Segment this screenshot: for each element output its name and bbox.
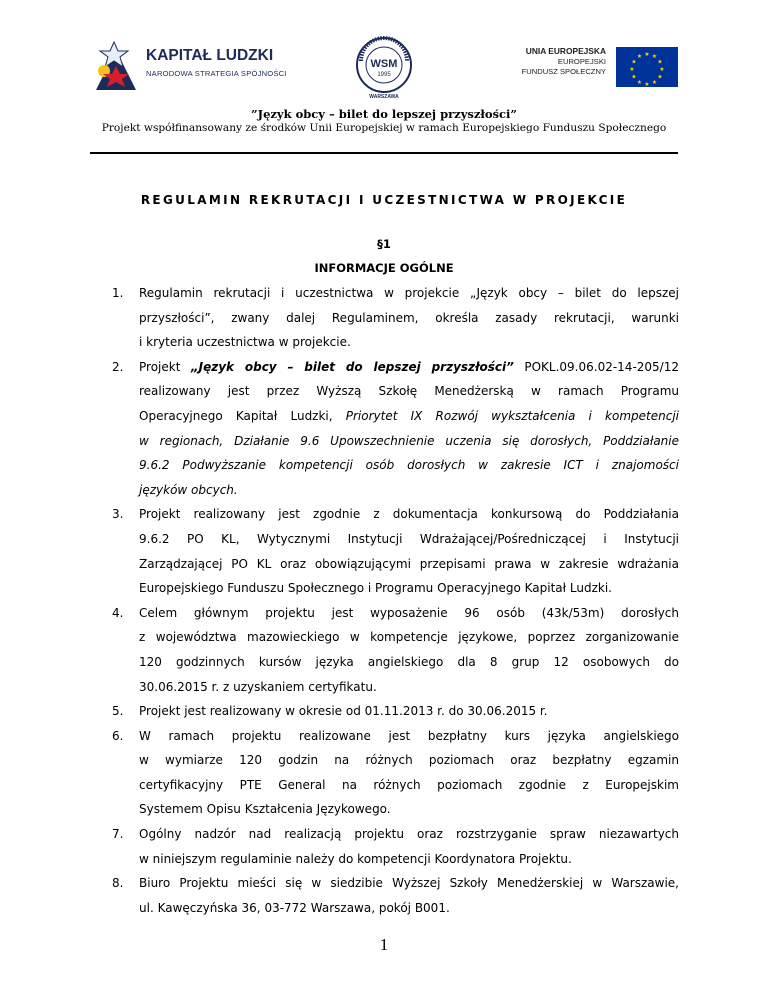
eu-text	[522, 46, 606, 77]
svg-text:★: ★	[629, 66, 635, 73]
list-item	[110, 601, 679, 699]
svg-text:★: ★	[659, 66, 665, 73]
list-item	[110, 355, 679, 503]
item-line: 30.06.2015 r. z uzyskaniem certyfikatu.	[139, 679, 377, 694]
eu-line-1: UNIA EUROPEJSKA	[525, 46, 606, 56]
item-number: 6.	[112, 728, 124, 743]
document-heading: REGULAMIN REKRUTACJI I UCZESTNICTWA W PROJEKCIE	[140, 193, 628, 207]
page-number: 1	[379, 935, 389, 954]
item-line: Projekt realizowany jest zgodnie z dokumentacja konkursową do Poddziałania	[139, 507, 679, 522]
svg-text:★: ★	[644, 81, 650, 87]
item-line: Celem głównym projektu jest wyposażenie 96 osób (43k/53m) dorosłych	[139, 605, 679, 620]
item-line: z województwa mazowieckiego w kompetencje językowe, poprzez zorganizowanie	[139, 630, 679, 645]
item-line: Projekt jest realizowany w okresie od 01.11.2013 r. do 30.06.2015 r.	[139, 704, 548, 719]
item-line: 9.6.2 Podwyższanie kompetencji osób dorosłych w zakresie ICT i znajomości	[139, 458, 679, 473]
kapital-ludzki-emblem-icon	[92, 40, 140, 90]
wsm-seal-icon	[353, 36, 415, 94]
item-text: Projekt	[139, 359, 191, 374]
svg-text:★: ★	[657, 73, 663, 81]
eu-line-2: EUROPEJSKI	[557, 57, 606, 66]
eu-logo	[514, 46, 678, 88]
item-line: Zarządzającej PO KL oraz obowiązującymi przepisami prawa w zakresie wdrażania	[139, 556, 679, 571]
section-title: INFORMACJE OGÓLNE	[314, 261, 454, 275]
svg-text:★: ★	[644, 51, 650, 58]
wsm-year: 1995	[377, 72, 391, 78]
item-line	[139, 404, 679, 429]
section-number: §1	[377, 237, 391, 251]
eu-line-3: FUNDUSZ SPOŁECZNY	[521, 67, 606, 76]
item-number: 2.	[112, 359, 124, 374]
item-line: 120 godzinnych kursów języka angielskiego dla 8 grup 12 osobowych do	[139, 654, 679, 669]
item-line: Europejskiego Funduszu Społecznego i Programu Operacyjnego Kapitał Ludzki.	[139, 581, 612, 596]
item-number: 5.	[112, 704, 124, 719]
kapital-ludzki-logo	[92, 40, 292, 90]
svg-text:★: ★	[651, 79, 658, 86]
list-item	[110, 699, 679, 724]
item-number: 7.	[112, 827, 124, 842]
header-divider	[90, 152, 678, 154]
item-line: Biuro Projektu mieści się w siedzibie Wyższej Szkoły Menedżerskiej w Warszawie,	[139, 876, 679, 891]
project-subtitle: Projekt współfinansowany ze środków Unii Europejskiej w ramach Europejskiego Funduszu Społecznego	[101, 122, 667, 134]
list-item	[110, 281, 679, 355]
item-number: 3.	[112, 507, 124, 522]
wsm-caption: WARSZAWA	[369, 94, 399, 100]
item-line: w niniejszym regulaminie należy do kompetencji Koordynatora Projektu.	[139, 851, 572, 866]
item-line: Regulamin rekrutacji i uczestnictwa w projekcie „Język obcy – bilet do lepszej	[139, 286, 679, 300]
svg-text:★: ★	[636, 53, 643, 60]
item-line	[139, 355, 679, 380]
regulation-list	[110, 281, 679, 920]
item-number: 1.	[112, 286, 124, 300]
list-item	[110, 724, 679, 822]
item-line: Ogólny nadzór nad realizacją projektu oraz rozstrzyganie spraw niezawartych	[139, 827, 679, 842]
item-text: POKL.09.06.02-14-205/12	[513, 359, 679, 374]
item-line: Systemem Opisu Kształcenia Językowego.	[139, 802, 391, 817]
item-line: ul. Kawęczyńska 36, 03-772 Warszawa, pokój B001.	[139, 900, 450, 915]
item-line: przyszłości”, zwany dalej Regulaminem, określa zasady rekrutacji, warunki	[139, 310, 679, 325]
item-text: Operacyjnego Kapitał Ludzki,	[139, 408, 346, 423]
svg-text:★: ★	[636, 79, 643, 86]
wsm-monogram: WSM	[370, 58, 398, 70]
eu-flag-icon	[616, 47, 678, 87]
item-line: realizowany jest przez Wyższą Szkołę Menedżerską w ramach Programu	[139, 384, 679, 399]
kapital-ludzki-subtitle: NARODOWA STRATEGIA SPÓJNOŚCI	[146, 69, 287, 78]
list-item	[110, 871, 679, 920]
item-line: certyfikacyjny PTE General na różnych poziomach zgodnie z Europejskim	[139, 777, 679, 792]
svg-text:★: ★	[651, 53, 658, 60]
item-line: języków obcych.	[139, 482, 238, 497]
list-item	[110, 502, 679, 600]
svg-text:★: ★	[631, 58, 637, 66]
item-line: w regionach, Działanie 9.6 Upowszechnienie uczenia się dorosłych, Poddziałanie	[139, 433, 679, 448]
project-title: ”Język obcy – bilet do lepszej przyszłości”	[251, 107, 517, 121]
list-item	[110, 822, 679, 871]
item-line: w wymiarze 120 godzin na różnych poziomach oraz bezpłatny egzamin	[139, 753, 679, 768]
kapital-ludzki-title: KAPITAŁ LUDZKI	[146, 47, 274, 64]
svg-text:★: ★	[657, 58, 663, 66]
item-line: i kryteria uczestnictwa w projekcie.	[139, 335, 351, 350]
item-text-italic: Priorytet IX Rozwój wykształcenia i kompetencji	[345, 408, 679, 423]
project-name-bold: „Język obcy – bilet do lepszej przyszłości”	[190, 359, 514, 374]
svg-text:★: ★	[631, 73, 637, 81]
item-number: 4.	[112, 605, 124, 620]
wsm-seal-logo	[353, 36, 415, 104]
item-number: 8.	[112, 876, 124, 891]
item-line: W ramach projektu realizowane jest bezpłatny kurs języka angielskiego	[139, 728, 679, 743]
item-line: 9.6.2 PO KL, Wytycznymi Instytucji Wdrażającej/Pośredniczącej i Instytucji	[139, 531, 679, 546]
